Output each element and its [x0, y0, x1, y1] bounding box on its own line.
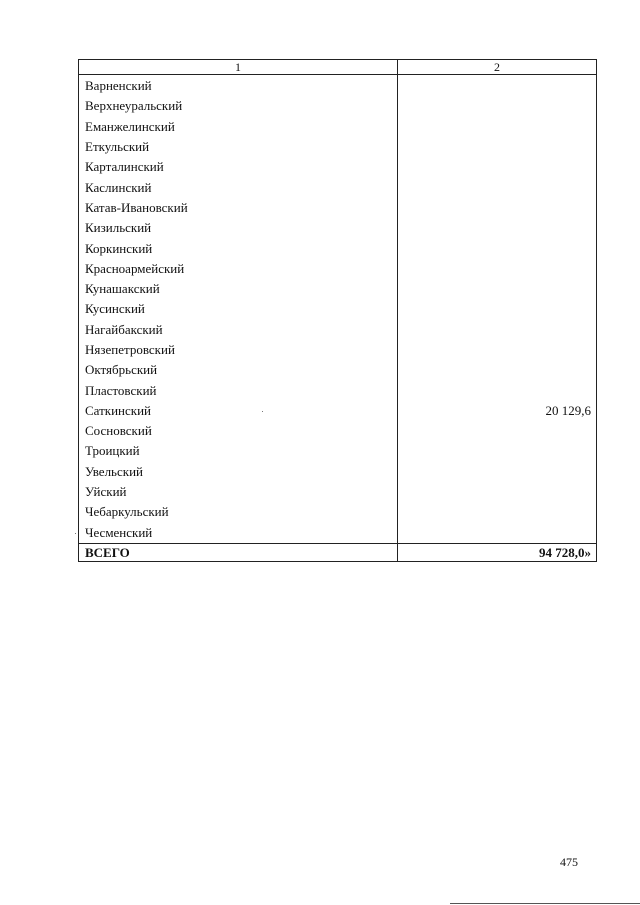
table-row	[79, 502, 597, 522]
table-row	[79, 421, 597, 441]
district-value	[398, 340, 597, 360]
district-name: Чебаркульский	[79, 502, 398, 522]
page-number: 475	[560, 855, 578, 869]
table-row	[79, 380, 597, 400]
district-value	[398, 482, 597, 502]
table-row	[79, 401, 597, 421]
district-value	[398, 218, 597, 238]
district-name: Сосновский	[79, 421, 398, 441]
table-row	[79, 218, 597, 238]
column-header-2: 2	[398, 60, 597, 75]
table-row	[79, 238, 597, 258]
district-value	[398, 96, 597, 116]
district-name: Каслинский	[79, 177, 398, 197]
district-table	[78, 59, 597, 562]
table-row	[79, 299, 597, 319]
district-name: Еткульский	[79, 137, 398, 157]
total-row	[79, 543, 597, 561]
district-value	[398, 279, 597, 299]
district-name: Верхнеуральский	[79, 96, 398, 116]
district-value	[398, 441, 597, 461]
district-value	[398, 421, 597, 441]
district-name: Кусинский	[79, 299, 398, 319]
table-body	[79, 75, 597, 562]
district-name: Троицкий	[79, 441, 398, 461]
district-value	[398, 320, 597, 340]
district-name: Пластовский	[79, 380, 398, 400]
scan-speck	[262, 411, 263, 412]
table-row	[79, 177, 597, 197]
district-name: Карталинский	[79, 157, 398, 177]
table-row	[79, 117, 597, 137]
district-name: Катав-Ивановский	[79, 198, 398, 218]
district-name: Чесменский	[79, 523, 398, 544]
district-name: Кизильский	[79, 218, 398, 238]
district-value	[398, 177, 597, 197]
table-row	[79, 462, 597, 482]
table-row	[79, 259, 597, 279]
district-value	[398, 299, 597, 319]
district-value	[398, 462, 597, 482]
district-value	[398, 75, 597, 97]
table-row	[79, 360, 597, 380]
district-name: Кунашакский	[79, 279, 398, 299]
district-value	[398, 157, 597, 177]
district-value	[398, 198, 597, 218]
district-name: Нагайбакский	[79, 320, 398, 340]
district-name: Красноармейский	[79, 259, 398, 279]
district-value	[398, 523, 597, 544]
district-value	[398, 238, 597, 258]
district-value: 20 129,6	[398, 401, 597, 421]
table-row	[79, 340, 597, 360]
district-name: Октябрьский	[79, 360, 398, 380]
table-row	[79, 137, 597, 157]
scan-speck	[75, 533, 76, 534]
district-name: Коркинский	[79, 238, 398, 258]
table-row	[79, 96, 597, 116]
district-name: Уйский	[79, 482, 398, 502]
district-name: Увельский	[79, 462, 398, 482]
district-name: Нязепетровский	[79, 340, 398, 360]
total-label: ВСЕГО	[79, 543, 398, 561]
district-value	[398, 360, 597, 380]
district-value	[398, 259, 597, 279]
district-name: Еманжелинский	[79, 117, 398, 137]
table-row	[79, 441, 597, 461]
district-value	[398, 502, 597, 522]
district-value	[398, 137, 597, 157]
table-row	[79, 279, 597, 299]
table-row	[79, 523, 597, 544]
district-value	[398, 117, 597, 137]
table-row	[79, 157, 597, 177]
table-row	[79, 320, 597, 340]
district-name: Варненский	[79, 75, 398, 97]
district-name: Саткинский	[79, 401, 398, 421]
column-header-1: 1	[79, 60, 398, 75]
district-value	[398, 380, 597, 400]
table-row	[79, 75, 597, 97]
total-value: 94 728,0»	[398, 543, 597, 561]
scan-edge-line	[450, 903, 640, 904]
table-row	[79, 198, 597, 218]
table-header-row	[79, 60, 597, 75]
table-row	[79, 482, 597, 502]
